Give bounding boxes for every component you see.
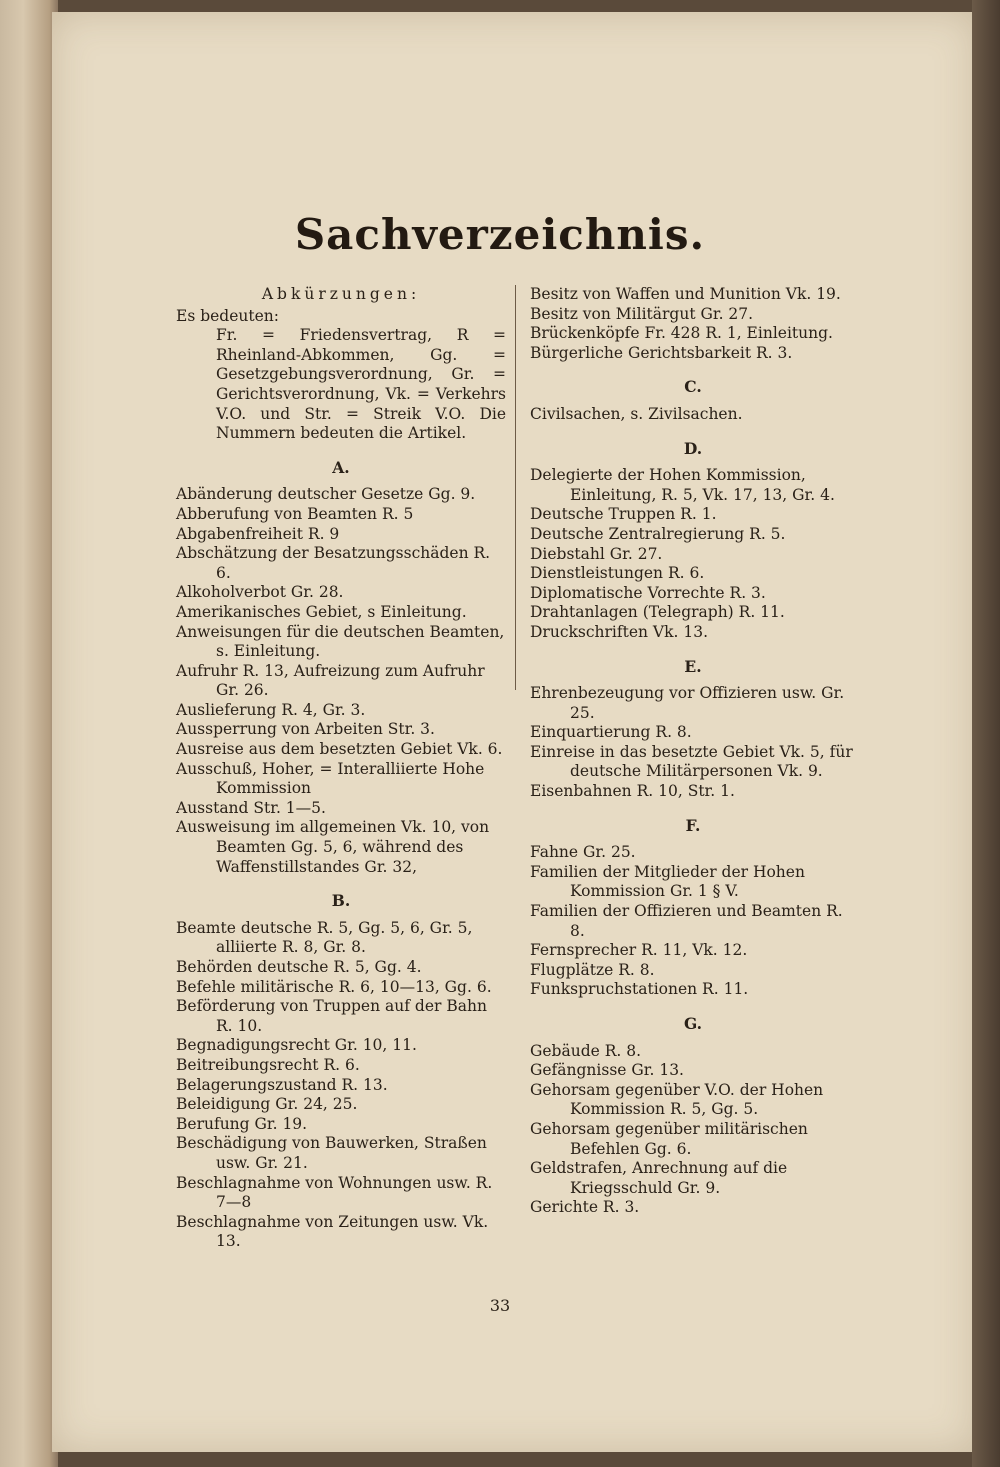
index-section xyxy=(530,377,856,424)
index-entry: Besitz von Militärgut Gr. 27. xyxy=(530,304,754,323)
index-entry: Beschädigung von Bauwerken, Straßen usw. Gr. 21. xyxy=(176,1134,487,1172)
index-entry: Flugplätze R. 8. xyxy=(530,960,655,979)
index-entry: Beförderung von Truppen auf der Bahn R. 10. xyxy=(176,997,487,1035)
index-entry: Behörden deutsche R. 5, Gg. 4. xyxy=(176,958,422,976)
index-entry: Ausweisung im allgemeinen Vk. 10, von Beamten Gg. 5, 6, während des Waffenstillstandes Gr. 32, xyxy=(176,818,490,876)
index-section xyxy=(176,458,506,877)
index-entry: Beschlagnahme von Wohnungen usw. R. 7—8 xyxy=(176,1173,493,1212)
index-entry: Abschätzung der Besatzungsschäden R. 6. xyxy=(176,544,491,582)
index-entry: Anweisungen für die deutschen Beamten, s. Einleitung. xyxy=(176,622,505,661)
index-entry: Beamte deutsche R. 5, Gg. 5, 6, Gr. 5, alliierte R. 8, Gr. 8. xyxy=(176,918,473,957)
index-entry: Begnadigungsrecht Gr. 10, 11. xyxy=(176,1036,417,1055)
index-entry: Fahne Gr. 25. xyxy=(530,843,636,862)
index-entry: Belagerungszustand R. 13. xyxy=(176,1075,388,1094)
index-entry: Gehorsam gegenüber militärischen Befehlen Gg. 6. xyxy=(530,1119,808,1158)
index-entry: Familien der Offizieren und Beamten R. 8. xyxy=(530,902,843,940)
index-entry: Geldstrafen, Anrechnung auf die Kriegsschuld Gr. 9. xyxy=(530,1159,788,1197)
index-entry: Brückenköpfe Fr. 428 R. 1, Einleitung. xyxy=(530,324,833,343)
section-letter: C. xyxy=(684,377,702,397)
abbreviations-intro: Es bedeuten: xyxy=(176,306,279,325)
index-section xyxy=(176,891,506,1252)
right-column xyxy=(530,285,856,1218)
right-index-sections xyxy=(530,377,856,1218)
left-column xyxy=(176,285,506,1252)
index-entry: Einreise in das besetzte Gebiet Vk. 5, für deutsche Militärpersonen Vk. 9. xyxy=(530,742,853,781)
index-entry: Beleidigung Gr. 24, 25. xyxy=(176,1095,358,1114)
index-entry: Gefängnisse Gr. 13. xyxy=(530,1061,684,1080)
index-section xyxy=(530,1014,856,1218)
index-entry: Abgabenfreiheit R. 9 xyxy=(176,524,340,543)
index-entry: Beschlagnahme von Zeitungen usw. Vk. 13. xyxy=(176,1212,489,1251)
abbreviations-heading: Abkürzungen: xyxy=(261,285,421,303)
index-entry: Drahtanlagen (Telegraph) R. 11. xyxy=(530,603,785,622)
index-entry: Eisenbahnen R. 10, Str. 1. xyxy=(530,782,735,801)
index-entry: Besitz von Waffen und Munition Vk. 19. xyxy=(530,285,841,303)
page-number: 33 xyxy=(489,1296,511,1315)
section-letter: E. xyxy=(684,656,702,676)
index-entry: Delegierte der Hohen Kommission, Einleitung, R. 5, Vk. 17, 13, Gr. 4. xyxy=(530,466,835,504)
index-entry: Abänderung deutscher Gesetze Gg. 9. xyxy=(176,485,476,504)
index-entry: Diplomatische Vorrechte R. 3. xyxy=(530,583,766,602)
index-entry: Ausreise aus dem besetzten Gebiet Vk. 6. xyxy=(176,740,503,759)
index-section xyxy=(530,439,856,643)
index-section xyxy=(530,657,856,802)
index-entry: Auslieferung R. 4, Gr. 3. xyxy=(176,700,366,719)
index-entry: Beitreibungsrecht R. 6. xyxy=(176,1055,360,1074)
index-entry: Deutsche Truppen R. 1. xyxy=(530,505,717,524)
index-entry: Familien der Mitglieder der Hohen Kommission Gr. 1 § V. xyxy=(530,862,805,901)
section-letter: D. xyxy=(683,438,703,458)
index-entry: Alkoholverbot Gr. 28. xyxy=(176,583,344,602)
index-entry: Abberufung von Beamten R. 5 xyxy=(176,504,414,523)
abbreviations-body: Fr. = Friedensvertrag, R = Rheinland-Abkommen, Gg. = Gesetzgebungsverordnung, Gr. = Gerichtsverordnung, Vk. = Verkehrs V.O. und Str. = Streik V.O. Die Nummern bedeuten die Artikel. xyxy=(216,326,506,443)
index-entry: Einquartierung R. 8. xyxy=(530,723,692,742)
section-letter: B. xyxy=(331,891,351,911)
index-entry: Diebstahl Gr. 27. xyxy=(530,544,663,563)
index-entry: Dienstleistungen R. 6. xyxy=(530,564,705,583)
index-entry: Ehrenbezeugung vor Offizieren usw. Gr. 25. xyxy=(530,684,845,722)
left-index-sections xyxy=(176,458,506,1252)
right-continued-entries xyxy=(530,285,856,363)
index-entry: Bürgerliche Gerichtsbarkeit R. 3. xyxy=(530,343,793,362)
index-entry: Befehle militärische R. 6, 10—13, Gg. 6. xyxy=(176,977,492,996)
index-entry: Aufruhr R. 13, Aufreizung zum Aufruhr Gr. 26. xyxy=(176,661,485,700)
index-entry: Gerichte R. 3. xyxy=(530,1198,640,1217)
index-entry: Ausstand Str. 1—5. xyxy=(176,798,326,817)
index-entry: Gebäude R. 8. xyxy=(530,1041,642,1060)
index-entry: Funkspruchstationen R. 11. xyxy=(530,980,749,999)
index-entry: Amerikanisches Gebiet, s Einleitung. xyxy=(176,602,467,621)
index-entry: Fernsprecher R. 11, Vk. 12. xyxy=(530,941,748,960)
index-section xyxy=(530,816,856,1000)
index-entry: Deutsche Zentralregierung R. 5. xyxy=(530,524,786,543)
section-letter: F. xyxy=(685,815,701,835)
index-entry: Aussperrung von Arbeiten Str. 3. xyxy=(176,720,435,739)
index-entry: Gehorsam gegenüber V.O. der Hohen Kommission R. 5, Gg. 5. xyxy=(530,1080,824,1119)
section-letter: G. xyxy=(683,1014,703,1033)
section-letter: A. xyxy=(332,457,350,477)
index-entry: Ausschuß, Hoher, = Interalliierte Hohe Kommission xyxy=(176,759,485,798)
column-divider xyxy=(515,285,516,690)
page-title: Sachverzeichnis. xyxy=(294,210,706,259)
index-entry: Druckschriften Vk. 13. xyxy=(530,622,709,641)
index-entry: Civilsachen, s. Zivilsachen. xyxy=(530,404,743,423)
index-entry: Berufung Gr. 19. xyxy=(176,1114,308,1133)
